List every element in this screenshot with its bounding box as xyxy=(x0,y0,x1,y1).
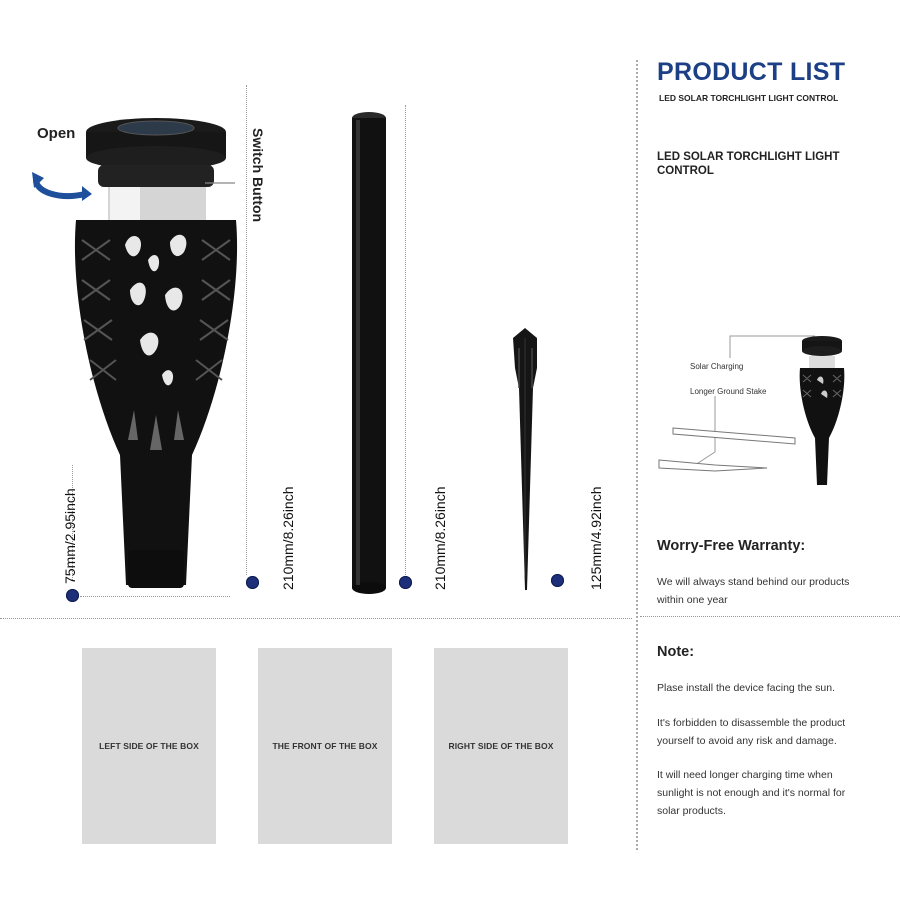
solar-charging-label: Solar Charging xyxy=(690,362,744,371)
dimension-tube-a: 210mm/8.26inch xyxy=(280,486,296,590)
box-left-side-label: LEFT SIDE OF THE BOX xyxy=(99,741,199,751)
switch-button-label: Switch Button xyxy=(250,128,266,223)
note-heading: Note: xyxy=(657,644,695,660)
box-right-side xyxy=(434,648,568,844)
box-front xyxy=(258,648,392,844)
dimension-tube-b: 210mm/8.26inch xyxy=(432,486,448,590)
box-right-side-label: RIGHT SIDE OF THE BOX xyxy=(448,741,554,751)
open-label: Open xyxy=(37,125,76,142)
warranty-heading: Worry-Free Warranty: xyxy=(657,538,806,554)
product-list-title: PRODUCT LIST xyxy=(657,58,846,86)
note-item-1: Plase install the device facing the sun. xyxy=(657,682,836,694)
note-item-2: It's forbidden to disassemble the product yourself to avoid any risk and damage. xyxy=(657,717,846,747)
box-front-label: THE FRONT OF THE BOX xyxy=(272,741,378,751)
dimension-marker-tube-b xyxy=(399,576,412,589)
ground-stake-illustration xyxy=(505,328,547,593)
dimension-marker-stake xyxy=(551,574,564,587)
dimension-marker-tube-a xyxy=(246,576,259,589)
note-item-3: It will need longer charging time when sunlight is not enough and it's normal for solar products. xyxy=(657,769,846,817)
longer-stake-label: Longer Ground Stake xyxy=(690,387,767,396)
dimension-marker-torch xyxy=(66,589,79,602)
solar-torch-illustration xyxy=(70,110,245,600)
panel-divider xyxy=(636,60,638,850)
extension-tube-illustration xyxy=(348,110,390,595)
dimension-stake: 125mm/4.92inch xyxy=(588,486,604,590)
product-name: LED SOLAR TORCHLIGHT LIGHT CONTROL xyxy=(657,151,840,177)
box-left-side xyxy=(82,648,216,844)
product-diagram xyxy=(655,330,855,495)
dimension-torch-head: 75mm/2.95inch xyxy=(62,488,78,584)
warranty-text: We will always stand behind our products within one year xyxy=(657,576,850,606)
product-list-subtitle: LED SOLAR TORCHLIGHT LIGHT CONTROL xyxy=(659,93,839,103)
